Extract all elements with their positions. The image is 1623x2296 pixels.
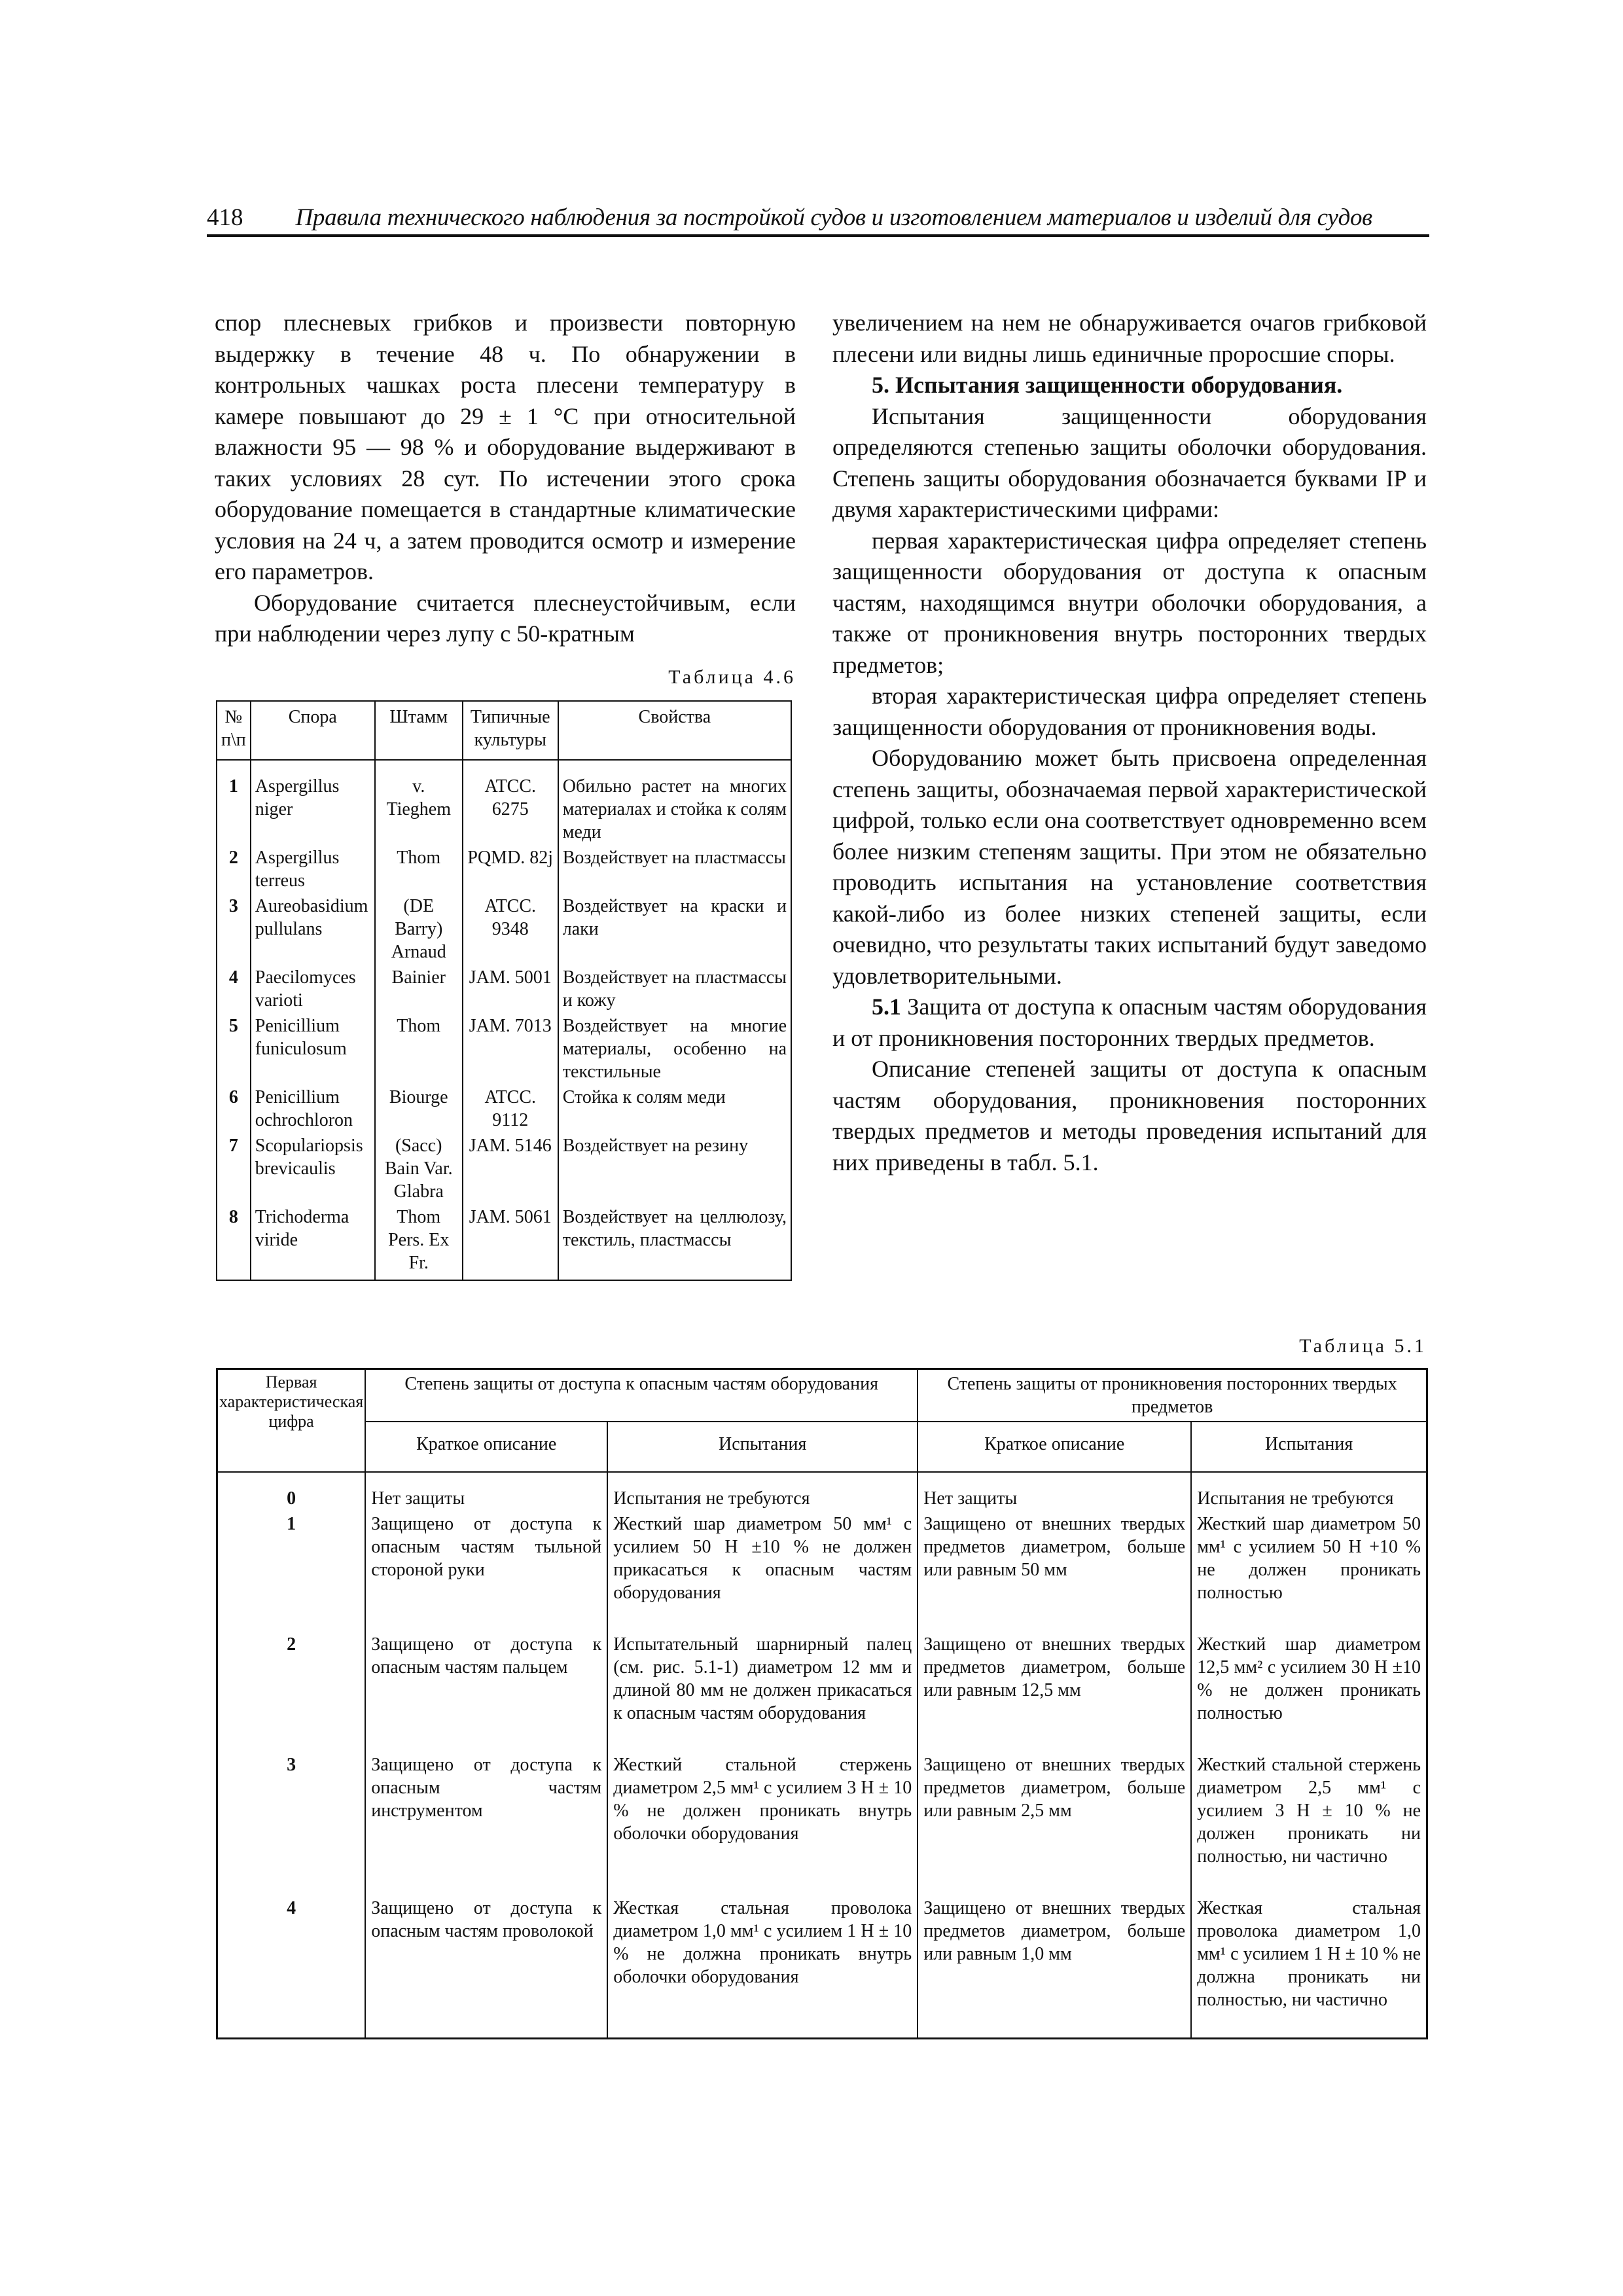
- left-column: [215, 308, 796, 692]
- table-4-6: [216, 700, 792, 1281]
- section-heading: 5. Испытания защищенности оборудования.: [872, 372, 1343, 398]
- row-props: Обильно растет на многих материалах и стойка к солям меди: [558, 760, 791, 845]
- paragraph: Оборудование считается плеснеустойчивым, если при наблюдении через лупу с 50-кратным: [215, 589, 796, 647]
- row-strain: (DE Barry) Arnaud: [375, 893, 463, 965]
- row-num: 7: [217, 1133, 251, 1204]
- row-solid-desc: Защищено от внешних твердых предметов диаметром, больше или равным 50 мм: [918, 1510, 1191, 1630]
- row-spore: Aspergillus terreus: [251, 845, 375, 893]
- paragraph: [832, 992, 1427, 1054]
- row-solid-test: Жесткий стальной стержень диаметром 2,5 мм¹ с усилием 3 Н ± 10 % не должен проникать ни полностью, ни частично: [1191, 1751, 1427, 1894]
- row-spore: Aureobasidium pullulans: [251, 893, 375, 965]
- header-group-access: Степень защиты от доступа к опасным частям оборудования: [365, 1369, 918, 1422]
- row-solid-desc: Нет защиты: [918, 1472, 1191, 1510]
- paragraph: Испытания защищенности оборудования определяются степенью защиты оболочки оборудования. Степень защиты оборудования обозначается буквами IP и двумя характеристическими цифрами:: [832, 403, 1427, 522]
- header-spore: Спора: [251, 701, 375, 760]
- row-props: Воздействует на целлюлозу, текстиль, пластмассы: [558, 1204, 791, 1280]
- header-culture: Типичные культуры: [463, 701, 558, 760]
- row-strain: v. Tieghem: [375, 760, 463, 845]
- row-access-test: Жесткая стальная проволока диаметром 1,0 мм¹ с усилием 1 Н ± 10 % не должна проникать внутрь оболочки оборудования: [607, 1894, 918, 2039]
- paragraph: Описание степеней защиты от доступа к опасным частям оборудования, проникновения посторонних твердых предметов и методы проведения испытаний для них приведены в табл. 5.1.: [832, 1056, 1427, 1175]
- running-title: Правила технического наблюдения за постройкой судов и изготовлением материалов и изделий для судов: [295, 204, 1372, 231]
- table-caption: Таблица 5.1: [1299, 1335, 1427, 1357]
- table-caption: Таблица 4.6: [668, 666, 796, 688]
- paragraph: Оборудованию может быть присвоена определенная степень защиты, обозначаемая первой характеристической цифрой, только если она соответствует одновременно всем более низким степеням защиты. При этом не обязательно проводить испытания на установление соответствия какой-либо из более низких степеней защиты, если очевидно, что результаты таких испытаний будут заведомо удовлетворительными.: [832, 745, 1427, 989]
- row-access-desc: Защищено от доступа к опасным частям инструментом: [365, 1751, 607, 1894]
- row-access-desc: Защищено от доступа к опасным частям проволокой: [365, 1894, 607, 2039]
- paragraph: вторая характеристическая цифра определяет степень защищенности оборудования от проникновения воды.: [832, 683, 1427, 740]
- table-row: [217, 1510, 1427, 1630]
- row-digit: 0: [217, 1472, 366, 1510]
- header-props: Свойства: [558, 701, 791, 760]
- row-digit: 3: [217, 1751, 366, 1894]
- header-strain: Штамм: [375, 701, 463, 760]
- row-spore: Aspergillus niger: [251, 760, 375, 845]
- header-tests: Испытания: [1191, 1422, 1427, 1472]
- row-culture: JAM. 7013: [463, 1013, 558, 1085]
- row-props: Стойка к солям меди: [558, 1085, 791, 1133]
- row-access-test: Жесткий шар диаметром 50 мм¹ с усилием 50 Н ±10 % не должен прикасаться к опасным частям оборудования: [607, 1510, 918, 1630]
- row-access-test: Испытательный шарнирный палец (см. рис. 5.1-1) диаметром 12 мм и длиной 80 мм не должен прикасаться к опасным частям оборудования: [607, 1630, 918, 1751]
- table-row: [217, 1630, 1427, 1751]
- table-row: [217, 1751, 1427, 1894]
- row-props: Воздействует на резину: [558, 1133, 791, 1204]
- row-props: Воздействует на краски и лаки: [558, 893, 791, 965]
- row-digit: 4: [217, 1894, 366, 2039]
- table-row: [217, 1133, 791, 1204]
- row-culture: PQMD. 82j: [463, 845, 558, 893]
- row-strain: Thom Pers. Ex Fr.: [375, 1204, 463, 1280]
- table-row: [217, 965, 791, 1013]
- row-num: 3: [217, 893, 251, 965]
- row-spore: Penicillium ochrochloron: [251, 1085, 375, 1133]
- header-digit: Первая характеристическая цифра: [217, 1369, 366, 1473]
- table-row: [217, 1894, 1427, 2039]
- page-header: [207, 196, 1429, 237]
- row-props: Воздействует на пластмассы и кожу: [558, 965, 791, 1013]
- row-strain: Biourge: [375, 1085, 463, 1133]
- row-strain: Thom: [375, 1013, 463, 1085]
- paragraph: увеличением на нем не обнаруживается очагов грибковой плесени или видны лишь единичные проросшие споры.: [832, 310, 1427, 367]
- subsection-number: 5.1: [872, 994, 901, 1020]
- row-strain: (Sacc) Bain Var. Glabra: [375, 1133, 463, 1204]
- table-row: [217, 760, 791, 845]
- row-culture: JAM. 5001: [463, 965, 558, 1013]
- right-column: [832, 308, 1427, 1178]
- page-number: 418: [207, 204, 243, 231]
- row-solid-test: Жесткий шар диаметром 50 мм¹ с усилием 50 Н +10 % не должен проникать полностью: [1191, 1510, 1427, 1630]
- row-solid-test: Жесткая стальная проволока диаметром 1,0 мм¹ с усилием 1 Н ± 10 % не должна проникать ни полностью, ни частично: [1191, 1894, 1427, 2039]
- row-digit: 1: [217, 1510, 366, 1630]
- row-solid-test: Жесткий шар диаметром 12,5 мм² с усилием 30 Н ±10 % не должен проникать полностью: [1191, 1630, 1427, 1751]
- row-solid-desc: Защищено от внешних твердых предметов диаметром, больше или равным 2,5 мм: [918, 1751, 1191, 1894]
- row-culture: ATCC. 9112: [463, 1085, 558, 1133]
- row-spore: Scopulariopsis brevicaulis: [251, 1133, 375, 1204]
- row-props: Воздействует на многие материалы, особенно на текстильные: [558, 1013, 791, 1085]
- table-row: [217, 1472, 1427, 1510]
- row-digit: 2: [217, 1630, 366, 1751]
- row-num: 6: [217, 1085, 251, 1133]
- paragraph: спор плесневых грибков и произвести повторную выдержку в течение 48 ч. По обнаружении в контрольных чашках роста плесени температуру в камере повышают до 29 ± 1 °С при относительной влажности 95 — 98 % и оборудование выдерживают в таких условиях 28 сут. По истечении этого срока оборудование помещается в стандартные климатические условия на 24 ч, а затем проводится осмотр и измерение его параметров.: [215, 310, 796, 584]
- row-culture: JAM. 5146: [463, 1133, 558, 1204]
- table-row: [217, 1085, 791, 1133]
- row-access-test: Испытания не требуются: [607, 1472, 918, 1510]
- row-culture: ATCC. 6275: [463, 760, 558, 845]
- header-group-solid: Степень защиты от проникновения посторонних твердых предметов: [918, 1369, 1427, 1422]
- table-row: [217, 893, 791, 965]
- row-num: 1: [217, 760, 251, 845]
- table-row: [217, 1204, 791, 1280]
- row-strain: Bainier: [375, 965, 463, 1013]
- row-access-test: Жесткий стальной стержень диаметром 2,5 мм¹ с усилием 3 Н ± 10 % не должен проникать внутрь оболочки оборудования: [607, 1751, 918, 1894]
- row-access-desc: Защищено от доступа к опасным частям тыльной стороной руки: [365, 1510, 607, 1630]
- row-access-desc: Нет защиты: [365, 1472, 607, 1510]
- row-spore: Paecilomyces varioti: [251, 965, 375, 1013]
- header-num: № п\п: [217, 701, 251, 760]
- row-num: 2: [217, 845, 251, 893]
- table-5-1: [216, 1368, 1428, 2039]
- row-num: 5: [217, 1013, 251, 1085]
- row-culture: JAM. 5061: [463, 1204, 558, 1280]
- row-strain: Thom: [375, 845, 463, 893]
- row-solid-desc: Защищено от внешних твердых предметов диаметром, больше или равным 12,5 мм: [918, 1630, 1191, 1751]
- header-brief: Краткое описание: [918, 1422, 1191, 1472]
- paragraph: первая характеристическая цифра определяет степень защищенности оборудования от доступа к опасным частям, находящимся внутри оболочки оборудования, а также от проникновения внутрь посторонних твердых предметов;: [832, 527, 1427, 678]
- row-access-desc: Защищено от доступа к опасным частям пальцем: [365, 1630, 607, 1751]
- row-culture: ATCC. 9348: [463, 893, 558, 965]
- row-props: Воздействует на пластмассы: [558, 845, 791, 893]
- table-row: [217, 845, 791, 893]
- row-spore: Penicillium funiculosum: [251, 1013, 375, 1085]
- row-solid-test: Испытания не требуются: [1191, 1472, 1427, 1510]
- row-solid-desc: Защищено от внешних твердых предметов диаметром, больше или равным 1,0 мм: [918, 1894, 1191, 2039]
- header-brief: Краткое описание: [365, 1422, 607, 1472]
- row-num: 4: [217, 965, 251, 1013]
- header-tests: Испытания: [607, 1422, 918, 1472]
- row-num: 8: [217, 1204, 251, 1280]
- table-row: [217, 1013, 791, 1085]
- subsection-text: Защита от доступа к опасным частям оборудования и от проникновения посторонних твердых предметов.: [832, 994, 1427, 1051]
- row-spore: Trichoderma viride: [251, 1204, 375, 1280]
